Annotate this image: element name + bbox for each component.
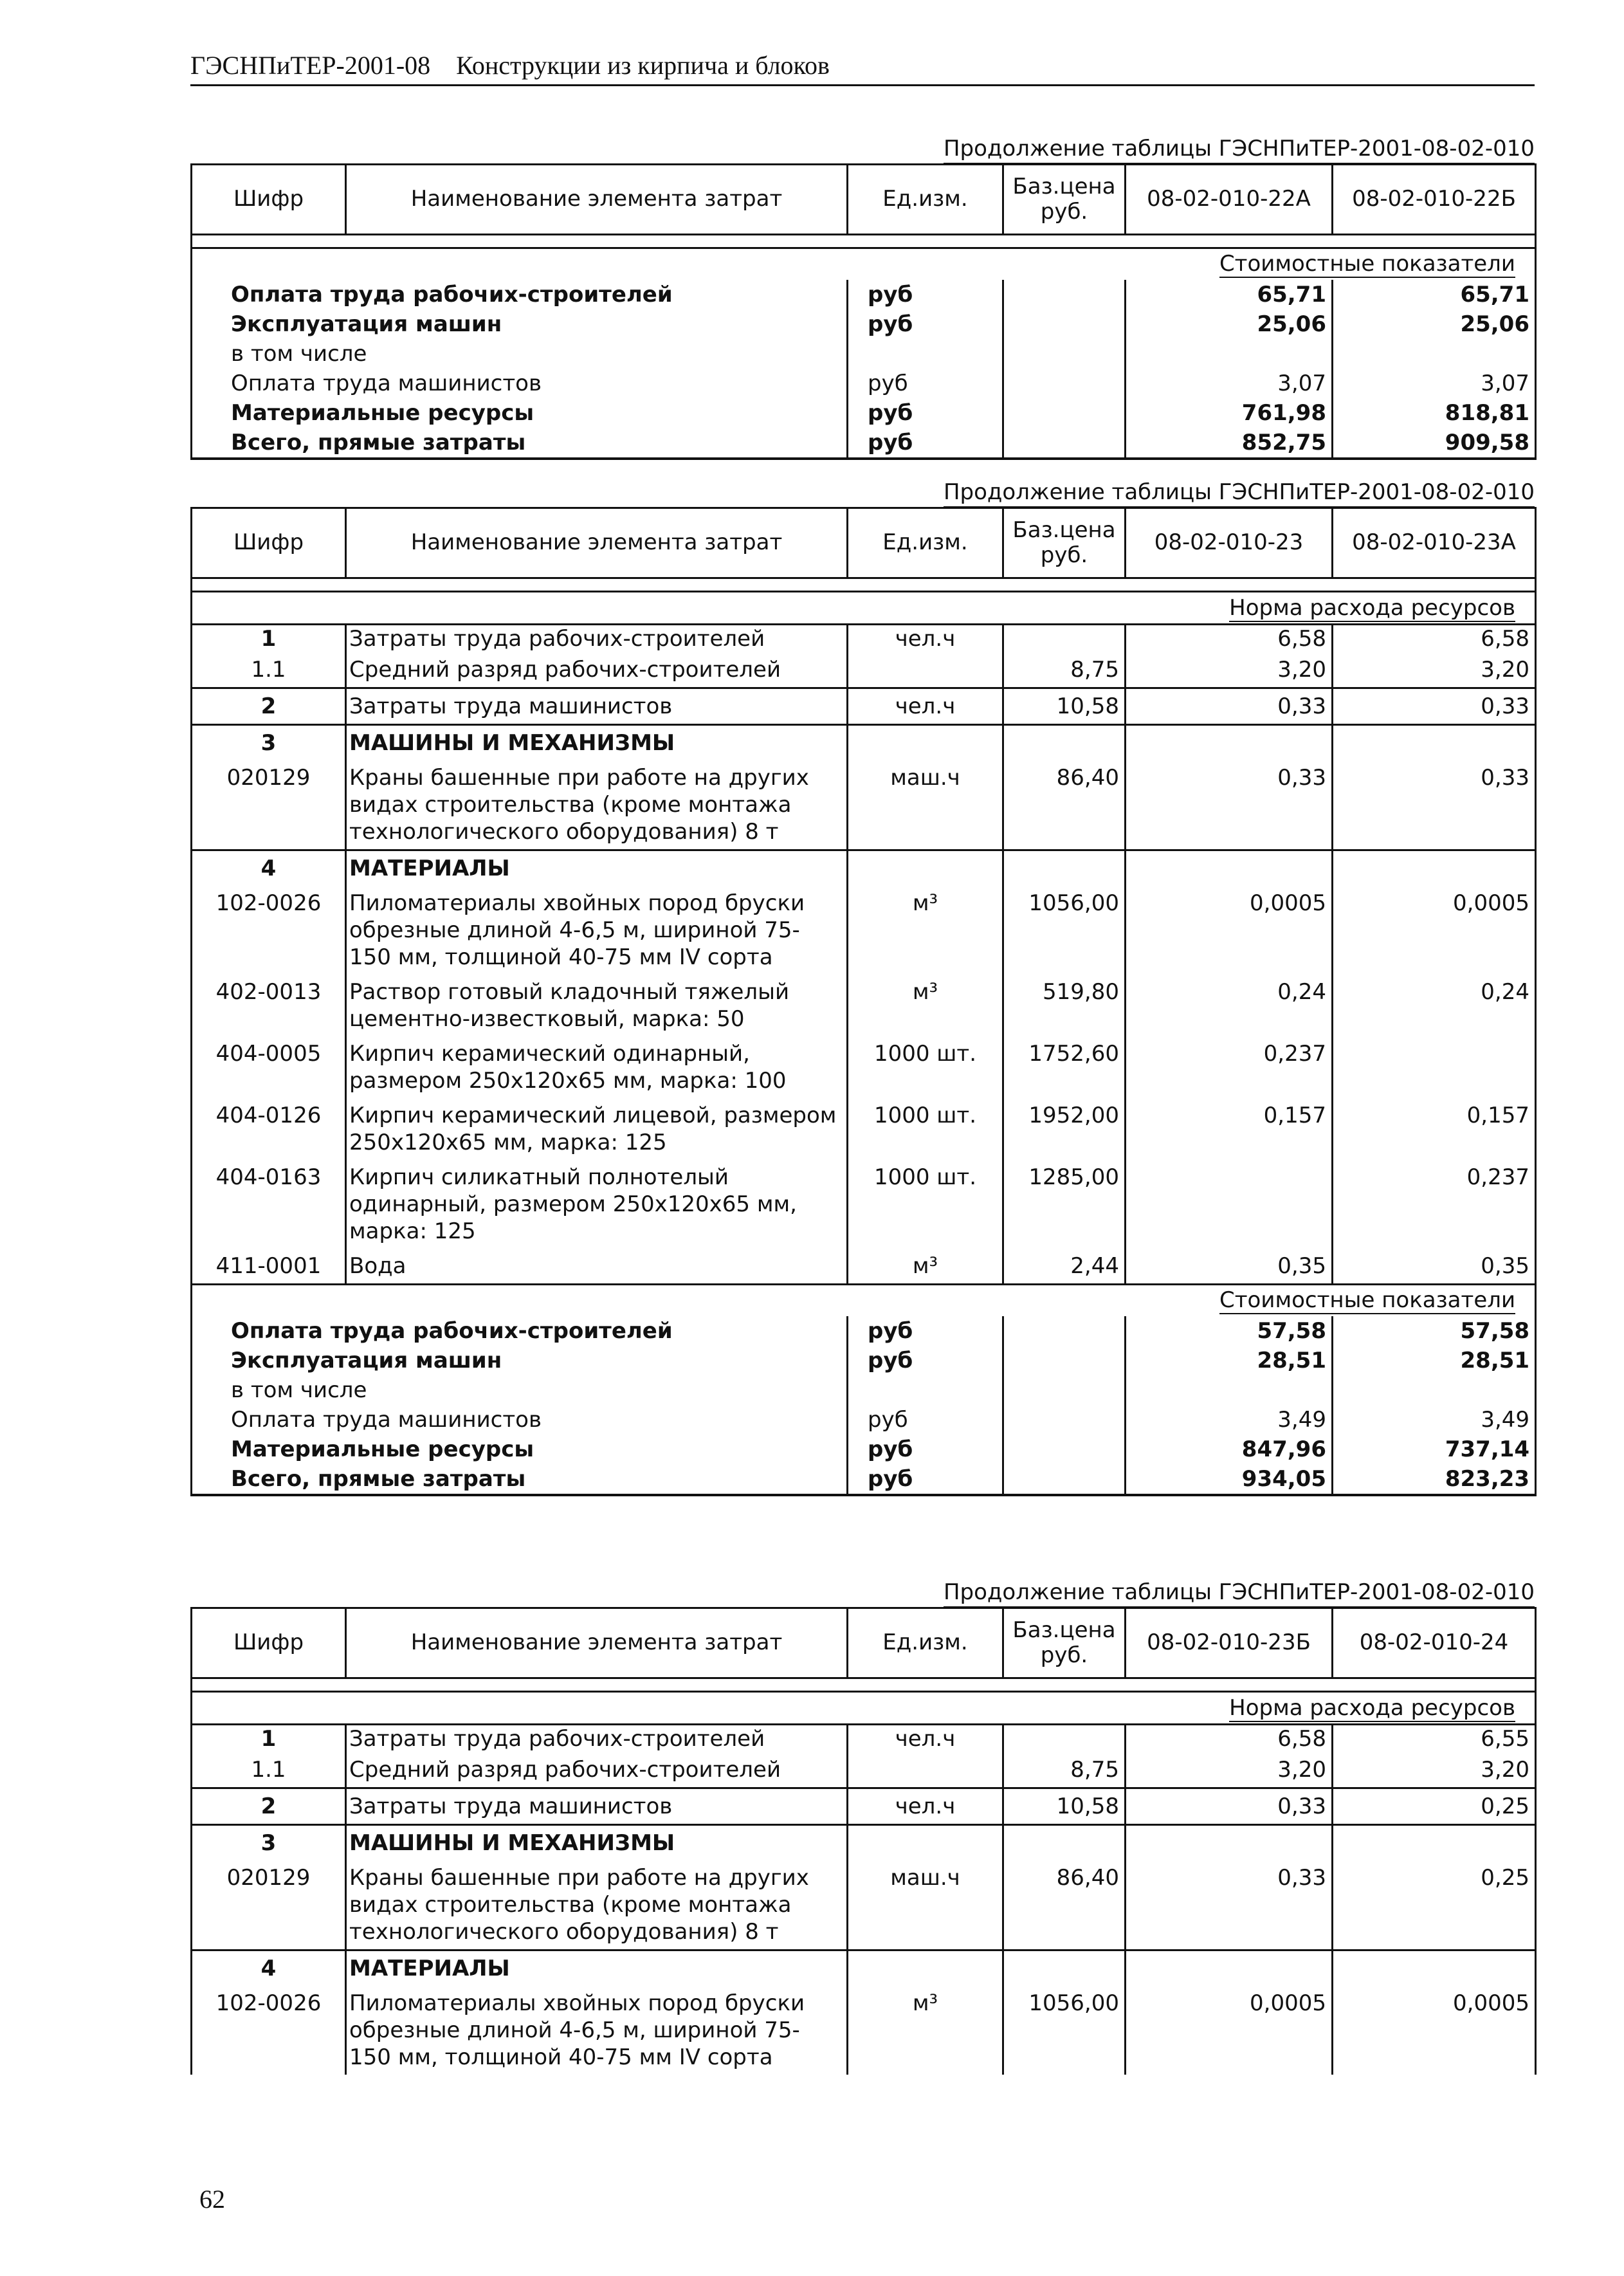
table-cell: [1003, 1825, 1126, 1861]
table-cell: руб: [848, 280, 1003, 309]
table-cell: Пиломатериалы хвойных пород бруски обрезные длиной 4-6,5 м, шириной 75-150 мм, толщиной 40-75 мм IV сорта: [346, 886, 848, 975]
table-cell: 934,05: [1126, 1464, 1333, 1495]
header-col-a: 08-02-010-22А: [1126, 165, 1333, 235]
cost-table: [190, 1283, 1537, 1496]
cost-row: [192, 1346, 1536, 1375]
cost-table: [190, 163, 1537, 460]
table-row: [192, 625, 1536, 653]
table-cell: Норма расхода ресурсов: [192, 1692, 1536, 1725]
table-cell: 86,40: [1003, 1860, 1126, 1950]
table-cell: [1003, 1464, 1126, 1495]
table-cell: 57,58: [1126, 1316, 1333, 1346]
cost-row: [192, 398, 1536, 428]
table-cell: 404-0005: [192, 1036, 346, 1098]
table-cell: Оплата труда машинистов: [192, 369, 848, 398]
table-cell: Материальные ресурсы: [192, 398, 848, 428]
table-cell: Средний разряд рабочих-строителей: [346, 652, 848, 688]
table-cell: 519,80: [1003, 975, 1126, 1036]
header-col-b: 08-02-010-22Б: [1333, 165, 1536, 235]
table-block-3: [190, 1577, 1535, 2075]
table-cell: Всего, прямые затраты: [192, 1464, 848, 1495]
table-cell: МАШИНЫ И МЕХАНИЗМЫ: [346, 1825, 848, 1861]
table-block-2: [190, 477, 1535, 1496]
table-cell: Краны башенные при работе на других видах строительства (кроме монтажа технологического оборудования) 8 т: [346, 760, 848, 850]
table-cell: 0,0005: [1333, 1986, 1536, 2075]
table-cell: 1285,00: [1003, 1160, 1126, 1249]
header-name: Наименование элемента затрат: [346, 1608, 848, 1678]
table-cell: [1003, 1725, 1126, 1753]
table-cell: 0,33: [1126, 688, 1333, 725]
table-cell: 1000 шт.: [848, 1098, 1003, 1160]
table-cell: 020129: [192, 760, 346, 850]
table-cell: 3,49: [1126, 1405, 1333, 1435]
table-cell: 0,35: [1126, 1249, 1333, 1283]
table-cell: [1003, 850, 1126, 886]
table-cell: Затраты труда машинистов: [346, 688, 848, 725]
table-cell: 0,33: [1333, 760, 1536, 850]
table-cell: чел.ч: [848, 625, 1003, 653]
table-cell: Оплата труда рабочих-строителей: [192, 1316, 848, 1346]
header-unit: Ед.изм.: [848, 165, 1003, 235]
table-cell: руб: [848, 1435, 1003, 1464]
table-cell: 102-0026: [192, 886, 346, 975]
cost-row: [192, 280, 1536, 309]
table-cell: [1126, 339, 1333, 369]
table-cell: чел.ч: [848, 1788, 1003, 1825]
table-row: [192, 1725, 1536, 1753]
table-cell: [1126, 850, 1333, 886]
table-cell: 10,58: [1003, 1788, 1126, 1825]
table-cell: 0,25: [1333, 1860, 1536, 1950]
table-cell: [1003, 1950, 1126, 1987]
table-row: [192, 886, 1536, 975]
table-row: [192, 1098, 1536, 1160]
table-cell: 6,55: [1333, 1725, 1536, 1753]
table-cell: руб: [848, 398, 1003, 428]
table-cell: руб: [848, 1346, 1003, 1375]
resource-table: [190, 507, 1537, 1283]
table-cell: 4: [192, 1950, 346, 1987]
table-cell: 57,58: [1333, 1316, 1536, 1346]
table-cell: 1952,00: [1003, 1098, 1126, 1160]
table-row: [192, 652, 1536, 688]
table-cell: [848, 1825, 1003, 1861]
cost-row: [192, 1464, 1536, 1495]
table-cell: Средний разряд рабочих-строителей: [346, 1752, 848, 1788]
table-cell: 2: [192, 688, 346, 725]
table-cell: [1003, 625, 1126, 653]
table-cell: [1333, 850, 1536, 886]
table-cell: МАТЕРИАЛЫ: [346, 850, 848, 886]
table-cell: [1003, 339, 1126, 369]
table-cell: Эксплуатация машин: [192, 1346, 848, 1375]
table-cell: 28,51: [1126, 1346, 1333, 1375]
table-row: [192, 1036, 1536, 1098]
table-row: [192, 1950, 1536, 1987]
table-cell: 0,33: [1333, 688, 1536, 725]
cost-row: [192, 428, 1536, 459]
table-cell: м³: [848, 975, 1003, 1036]
table-cell: [1126, 1950, 1333, 1987]
table-cell: 0,33: [1126, 760, 1333, 850]
table-cell: руб: [848, 369, 1003, 398]
table-cell: 3,20: [1333, 652, 1536, 688]
table-cell: [848, 1950, 1003, 1987]
table-cell: Затраты труда рабочих-строителей: [346, 1725, 848, 1753]
table-block-1: [190, 134, 1535, 460]
page-header: [190, 50, 1535, 86]
table-cell: 2,44: [1003, 1249, 1126, 1283]
table-cell: 1056,00: [1003, 1986, 1126, 2075]
table-cell: [1333, 1036, 1536, 1098]
table-cell: 3,49: [1333, 1405, 1536, 1435]
table-cell: руб: [848, 1464, 1003, 1495]
table-cell: 3: [192, 725, 346, 761]
document-code: ГЭСНПиТЕР-2001-08: [190, 51, 431, 80]
table-cell: [848, 725, 1003, 761]
table-cell: 0,237: [1333, 1160, 1536, 1249]
section-title-row: [192, 592, 1536, 625]
table-row: [192, 1986, 1536, 2075]
table-cell: [1126, 1825, 1333, 1861]
table-cell: 823,23: [1333, 1464, 1536, 1495]
table-cell: [848, 850, 1003, 886]
table-cell: 8,75: [1003, 652, 1126, 688]
table-cell: [192, 578, 1536, 592]
table-cell: [1333, 1825, 1536, 1861]
table-cell: [1333, 1375, 1536, 1405]
table-cell: 3,20: [1126, 1752, 1333, 1788]
cost-row: [192, 1316, 1536, 1346]
table-cell: [1003, 428, 1126, 459]
header-unit: Ед.изм.: [848, 508, 1003, 578]
table-row: [192, 1752, 1536, 1788]
header-shifr: Шифр: [192, 1608, 346, 1678]
table-cell: 65,71: [1126, 280, 1333, 309]
table-cell: Затраты труда рабочих-строителей: [346, 625, 848, 653]
table-cell: чел.ч: [848, 1725, 1003, 1753]
table-cell: 6,58: [1333, 625, 1536, 653]
cost-row: [192, 1405, 1536, 1435]
table-cell: 102-0026: [192, 1986, 346, 2075]
table-cell: 0,25: [1333, 1788, 1536, 1825]
table-cell: Пиломатериалы хвойных пород бруски обрезные длиной 4-6,5 м, шириной 75-150 мм, толщиной 40-75 мм IV сорта: [346, 1986, 848, 2075]
header-price: Баз.цена руб.: [1003, 165, 1126, 235]
table-header-row: [192, 1608, 1536, 1678]
table-cell: МАШИНЫ И МЕХАНИЗМЫ: [346, 725, 848, 761]
table-cell: 1.1: [192, 1752, 346, 1788]
table-cell: Кирпич силикатный полнотелый одинарный, размером 250x120x65 мм, марка: 125: [346, 1160, 848, 1249]
table-cell: 1000 шт.: [848, 1036, 1003, 1098]
table-cell: Затраты труда машинистов: [346, 1788, 848, 1825]
table-cell: 847,96: [1126, 1435, 1333, 1464]
table-cell: 404-0163: [192, 1160, 346, 1249]
table-cell: [1003, 1375, 1126, 1405]
table-cell: [1003, 369, 1126, 398]
table-cell: [1003, 1435, 1126, 1464]
table-cell: Эксплуатация машин: [192, 309, 848, 339]
table-cell: Оплата труда рабочих-строителей: [192, 280, 848, 309]
table-cell: маш.ч: [848, 760, 1003, 850]
table-row: [192, 1860, 1536, 1950]
table-cell: 0,33: [1126, 1788, 1333, 1825]
table-cell: 1056,00: [1003, 886, 1126, 975]
header-name: Наименование элемента затрат: [346, 165, 848, 235]
table-cell: руб: [848, 1405, 1003, 1435]
table-cell: [848, 652, 1003, 688]
table-cell: [1003, 1316, 1126, 1346]
table-cell: 0,237: [1126, 1036, 1333, 1098]
table-cell: 3,20: [1333, 1752, 1536, 1788]
table-cell: руб: [848, 428, 1003, 459]
table-cell: [848, 1752, 1003, 1788]
table-cell: [1126, 725, 1333, 761]
table-row: [192, 1788, 1536, 1825]
table-cell: м³: [848, 1986, 1003, 2075]
table-cell: 1752,60: [1003, 1036, 1126, 1098]
table-cell: руб: [848, 1316, 1003, 1346]
table-row: [192, 850, 1536, 886]
table-row: [192, 760, 1536, 850]
table-cell: 0,24: [1126, 975, 1333, 1036]
table-cell: [1333, 725, 1536, 761]
table-cell: [1126, 1160, 1333, 1249]
table-cell: 4: [192, 850, 346, 886]
table-cell: [1003, 309, 1126, 339]
table-cell: Вода: [346, 1249, 848, 1283]
cost-row: [192, 1375, 1536, 1405]
header-shifr: Шифр: [192, 165, 346, 235]
table-header-row: [192, 508, 1536, 578]
table-cell: 0,157: [1333, 1098, 1536, 1160]
table-cell: 852,75: [1126, 428, 1333, 459]
table-cell: Стоимостные показатели: [192, 1285, 1536, 1317]
table-cell: [192, 235, 1536, 248]
section-title-row: [192, 1285, 1536, 1317]
table-row: [192, 1249, 1536, 1283]
table-cell: 3,20: [1126, 652, 1333, 688]
table-cell: Оплата труда машинистов: [192, 1405, 848, 1435]
table-row: [192, 725, 1536, 761]
header-name: Наименование элемента затрат: [346, 508, 848, 578]
table-cell: 25,06: [1126, 309, 1333, 339]
table-cell: 020129: [192, 1860, 346, 1950]
cost-row: [192, 1435, 1536, 1464]
table-row: [192, 1825, 1536, 1861]
table-cell: 2: [192, 1788, 346, 1825]
table-cell: руб: [848, 309, 1003, 339]
table-cell: 402-0013: [192, 975, 346, 1036]
header-col-a: 08-02-010-23Б: [1126, 1608, 1333, 1678]
table-cell: [848, 1375, 1003, 1405]
table-cell: [1003, 1405, 1126, 1435]
table-cell: 3,07: [1333, 369, 1536, 398]
header-price: Баз.цена руб.: [1003, 508, 1126, 578]
table-caption: Продолжение таблицы ГЭСНПиТЕР-2001-08-02-010: [190, 1577, 1535, 1607]
table-cell: 8,75: [1003, 1752, 1126, 1788]
table-cell: 6,58: [1126, 1725, 1333, 1753]
table-cell: Кирпич керамический одинарный, размером 250x120x65 мм, марка: 100: [346, 1036, 848, 1098]
table-cell: 0,24: [1333, 975, 1536, 1036]
table-cell: [848, 339, 1003, 369]
cost-row: [192, 369, 1536, 398]
table-cell: 10,58: [1003, 688, 1126, 725]
cost-row: [192, 339, 1536, 369]
table-cell: 1: [192, 1725, 346, 1753]
table-cell: 1.1: [192, 652, 346, 688]
table-cell: 1000 шт.: [848, 1160, 1003, 1249]
table-cell: 86,40: [1003, 760, 1126, 850]
document-title: Конструкции из кирпича и блоков: [456, 51, 830, 80]
table-row: [192, 975, 1536, 1036]
table-cell: 818,81: [1333, 398, 1536, 428]
table-cell: [1003, 398, 1126, 428]
table-cell: [192, 1678, 1536, 1692]
section-title-row: [192, 1692, 1536, 1725]
table-cell: 25,06: [1333, 309, 1536, 339]
table-row: [192, 688, 1536, 725]
table-cell: 0,0005: [1126, 886, 1333, 975]
table-cell: [1003, 1346, 1126, 1375]
table-cell: 0,0005: [1333, 886, 1536, 975]
table-cell: МАТЕРИАЛЫ: [346, 1950, 848, 1987]
header-price: Баз.цена руб.: [1003, 1608, 1126, 1678]
table-cell: 6,58: [1126, 625, 1333, 653]
table-cell: 737,14: [1333, 1435, 1536, 1464]
header-shifr: Шифр: [192, 508, 346, 578]
table-cell: маш.ч: [848, 1860, 1003, 1950]
table-cell: Раствор готовый кладочный тяжелый цементно-известковый, марка: 50: [346, 975, 848, 1036]
table-cell: м³: [848, 1249, 1003, 1283]
table-cell: чел.ч: [848, 688, 1003, 725]
table-cell: 1: [192, 625, 346, 653]
table-cell: Материальные ресурсы: [192, 1435, 848, 1464]
table-cell: [1003, 725, 1126, 761]
table-cell: 404-0126: [192, 1098, 346, 1160]
table-cell: м³: [848, 886, 1003, 975]
table-row: [192, 1160, 1536, 1249]
table-cell: Всего, прямые затраты: [192, 428, 848, 459]
table-cell: 761,98: [1126, 398, 1333, 428]
table-cell: в том числе: [192, 339, 848, 369]
table-cell: в том числе: [192, 1375, 848, 1405]
table-cell: [1126, 1375, 1333, 1405]
table-cell: [1333, 339, 1536, 369]
cost-row: [192, 309, 1536, 339]
table-cell: Краны башенные при работе на других видах строительства (кроме монтажа технологического оборудования) 8 т: [346, 1860, 848, 1950]
table-caption: Продолжение таблицы ГЭСНПиТЕР-2001-08-02-010: [190, 134, 1535, 163]
table-cell: 0,0005: [1126, 1986, 1333, 2075]
table-cell: 0,33: [1126, 1860, 1333, 1950]
resource-table: [190, 1607, 1537, 2075]
table-cell: 0,35: [1333, 1249, 1536, 1283]
table-cell: Норма расхода ресурсов: [192, 592, 1536, 625]
header-unit: Ед.изм.: [848, 1608, 1003, 1678]
table-caption: Продолжение таблицы ГЭСНПиТЕР-2001-08-02-010: [190, 477, 1535, 507]
table-cell: 411-0001: [192, 1249, 346, 1283]
page-number: 62: [199, 2185, 225, 2214]
section-title-row: [192, 248, 1536, 280]
table-cell: [1003, 280, 1126, 309]
table-cell: 28,51: [1333, 1346, 1536, 1375]
table-cell: 3: [192, 1825, 346, 1861]
header-col-a: 08-02-010-23: [1126, 508, 1333, 578]
table-cell: 909,58: [1333, 428, 1536, 459]
header-col-b: 08-02-010-23А: [1333, 508, 1536, 578]
table-cell: 3,07: [1126, 369, 1333, 398]
table-header-row: [192, 165, 1536, 235]
table-cell: 65,71: [1333, 280, 1536, 309]
table-cell: Кирпич керамический лицевой, размером 250x120x65 мм, марка: 125: [346, 1098, 848, 1160]
table-cell: Стоимостные показатели: [192, 248, 1536, 280]
header-col-b: 08-02-010-24: [1333, 1608, 1536, 1678]
table-cell: [1333, 1950, 1536, 1987]
table-cell: 0,157: [1126, 1098, 1333, 1160]
